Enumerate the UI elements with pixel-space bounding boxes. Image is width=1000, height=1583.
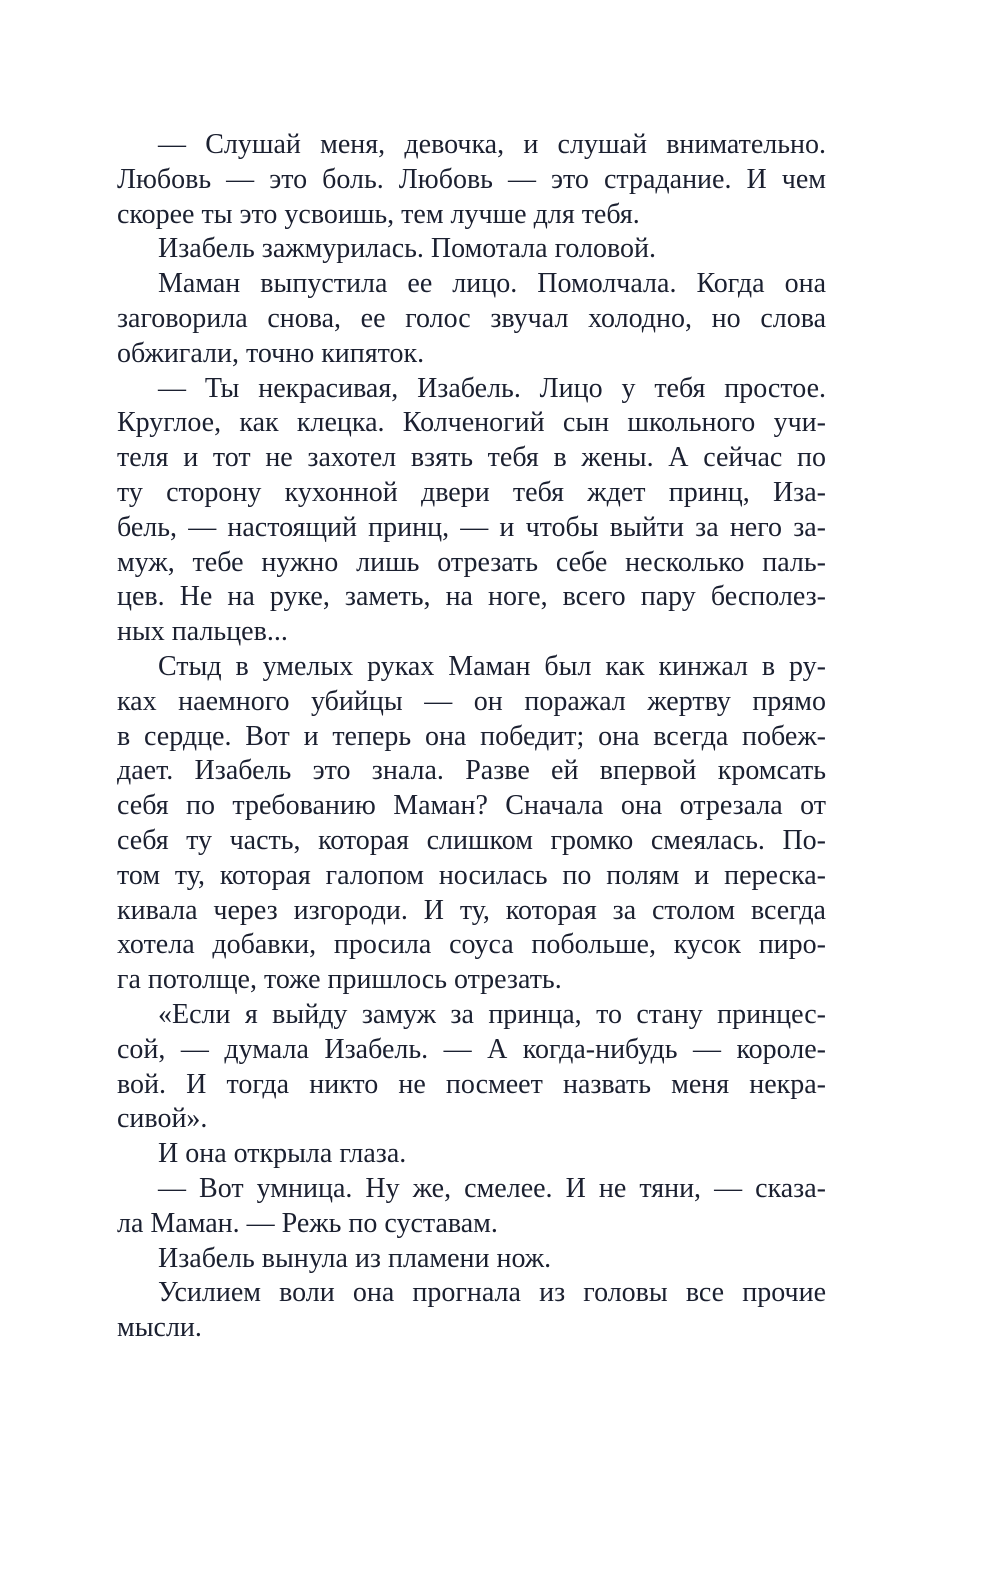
text-line: — Ты некрасивая, Изабель. Лицо у тебя простое. bbox=[158, 372, 826, 404]
text-line: Изабель зажмурилась. Помотала головой. bbox=[158, 233, 656, 265]
text-line: ла Маман. — Режь по суставам. bbox=[117, 1207, 498, 1239]
text-line: муж, тебе нужно лишь отрезать себе несколько паль- bbox=[117, 546, 826, 578]
text-line: бель, — настоящий принц, — и чтобы выйти за него за- bbox=[117, 511, 826, 543]
text-line: теля и тот не захотел взять тебя в жены. А сейчас по bbox=[117, 442, 826, 474]
text-line: том ту, которая галопом носилась по полям и переска- bbox=[117, 859, 826, 891]
text-line: в сердце. Вот и теперь она победит; она всегда побеж- bbox=[117, 720, 826, 752]
text-line: кивала через изгороди. И ту, которая за столом всегда bbox=[117, 894, 826, 926]
text-line: сивой». bbox=[117, 1103, 208, 1135]
text-line: И она открыла глаза. bbox=[158, 1138, 407, 1170]
text-line: Изабель вынула из пламени нож. bbox=[158, 1242, 552, 1274]
text-line: скорее ты это усвоишь, тем лучше для тебя. bbox=[117, 198, 640, 230]
text-line: — Слушай меня, девочка, и слушай внимательно. bbox=[158, 129, 826, 160]
text-line: Усилием воли она прогнала из головы все прочие bbox=[158, 1277, 826, 1309]
text-line: ных пальцев... bbox=[117, 616, 288, 648]
text-line: вой. И тогда никто не посмеет назвать меня некра- bbox=[117, 1068, 826, 1100]
text-line: Круглое, как клецка. Колченогий сын школьного учи- bbox=[117, 407, 826, 439]
text-line: дает. Изабель это знала. Разве ей впервой кромсать bbox=[117, 755, 826, 787]
text-line: обжигали, точно кипяток. bbox=[117, 337, 425, 369]
text-line: заговорила снова, ее голос звучал холодно, но слова bbox=[117, 302, 826, 334]
text-line: Стыд в умелых руках Маман был как кинжал в ру- bbox=[158, 650, 826, 682]
text-line: «Если я выйду замуж за принца, то стану принцес- bbox=[158, 998, 826, 1030]
text-line: ках наемного убийцы — он поражал жертву прямо bbox=[117, 685, 826, 717]
text-line: Маман выпустила ее лицо. Помолчала. Когда она bbox=[158, 268, 826, 300]
page-body-text bbox=[117, 128, 826, 1346]
text-line: себя по требованию Маман? Сначала она отрезала от bbox=[117, 790, 826, 822]
text-line: Любовь — это боль. Любовь — это страдание. И чем bbox=[117, 163, 826, 195]
text-line: сой, — думала Изабель. — А когда-нибудь — короле- bbox=[117, 1033, 826, 1065]
text-line: себя ту часть, которая слишком громко смеялась. По- bbox=[117, 824, 826, 856]
text-line: мысли. bbox=[117, 1312, 202, 1344]
text-line: га потолще, тоже пришлось отрезать. bbox=[117, 964, 562, 996]
text-line: хотела добавки, просила соуса побольше, кусок пиро- bbox=[117, 929, 826, 961]
text-line: ту сторону кухонной двери тебя ждет принц, Иза- bbox=[117, 476, 826, 508]
text-line: цев. Не на руке, заметь, на ноге, всего пару бесполез- bbox=[117, 581, 826, 613]
text-line: — Вот умница. Ну же, смелее. И не тяни, — сказа- bbox=[158, 1172, 826, 1204]
